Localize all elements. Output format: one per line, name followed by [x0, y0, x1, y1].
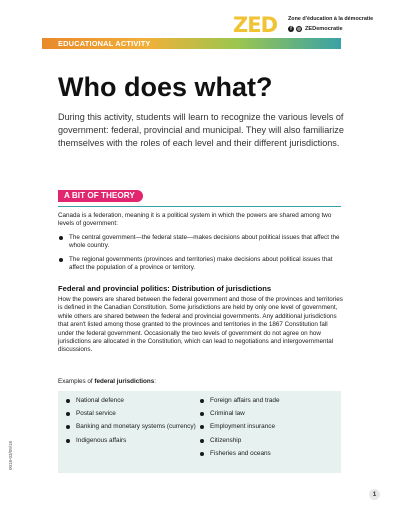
subheading: Federal and provincial politics: Distribution of jurisdictions: [58, 284, 272, 293]
instagram-icon: ◎: [297, 25, 301, 31]
banner-label: EDUCATIONAL ACTIVITY: [58, 39, 151, 48]
zed-logo: [233, 14, 398, 40]
logo-tagline: Zone d'éducation à la démocratie: [288, 16, 374, 22]
list-item: Citizenship: [200, 437, 330, 445]
section-divider: [58, 206, 341, 207]
document-code: 0018-03/09/18: [8, 440, 13, 470]
list-item: Postal service: [66, 410, 196, 418]
examples-bold: federal jurisdictions: [94, 378, 155, 385]
social-handle: ZEDemocratie: [305, 25, 343, 32]
federal-jurisdictions-box: [58, 391, 341, 473]
jurisdictions-left-column: [66, 397, 196, 450]
jurisdictions-right-column: [200, 397, 330, 463]
page-title: Who does what?: [58, 72, 273, 102]
jurisdictions-paragraph: How the powers are shared between the federal government and those of the provinces and territories is defined in the Canadian Constitution. Some jurisdictions are held by only one level of government, while others are shared between the federal and provincial governments. Any additional jurisdictions that aren't listed among those granted to the provinces and territories in the 1867 Constitution fall under the federal government. Occasionally the two levels of government do not agree on how jurisdictions are allocated in the Constitution, which can lead to negotiations and intergovernmental discussions.: [58, 296, 343, 354]
list-item: Employment insurance: [200, 423, 330, 431]
facebook-icon: f: [288, 26, 294, 32]
activity-banner: [42, 38, 341, 49]
list-item: Criminal law: [200, 410, 330, 418]
list-item: Indigenous affairs: [66, 437, 196, 445]
section-tag: [58, 190, 143, 202]
government-levels-list: [58, 234, 343, 278]
list-item: The central government—the federal state—makes decisions about political issues that affect the whole country.: [58, 234, 343, 251]
examples-prefix: Examples of: [58, 378, 95, 385]
list-item: Fisheries and oceans: [200, 450, 330, 458]
logo-mark: [233, 14, 277, 36]
social-links: [288, 25, 343, 32]
list-item: National defence: [66, 397, 196, 405]
list-item: Banking and monetary systems (currency): [66, 423, 196, 431]
list-item: Foreign affairs and trade: [200, 397, 330, 405]
intro-paragraph: During this activity, students will learn to recognize the various levels of government: federal, provincial and municipal. They will also familiarize themselves with the roles of each level and their different jurisdictions.: [58, 112, 344, 149]
section-label: A BIT OF THEORY: [64, 191, 135, 200]
theory-paragraph: Canada is a federation, meaning it is a political system in which the powers are shared among two levels of government:: [58, 212, 332, 228]
page-number: 1: [369, 489, 380, 500]
list-item: The regional governments (provinces and territories) make decisions about political issues that affect the population of a province or territory.: [58, 256, 343, 273]
examples-suffix: :: [154, 378, 156, 385]
logo-text: ZED: [233, 13, 278, 37]
examples-label: [58, 378, 156, 386]
